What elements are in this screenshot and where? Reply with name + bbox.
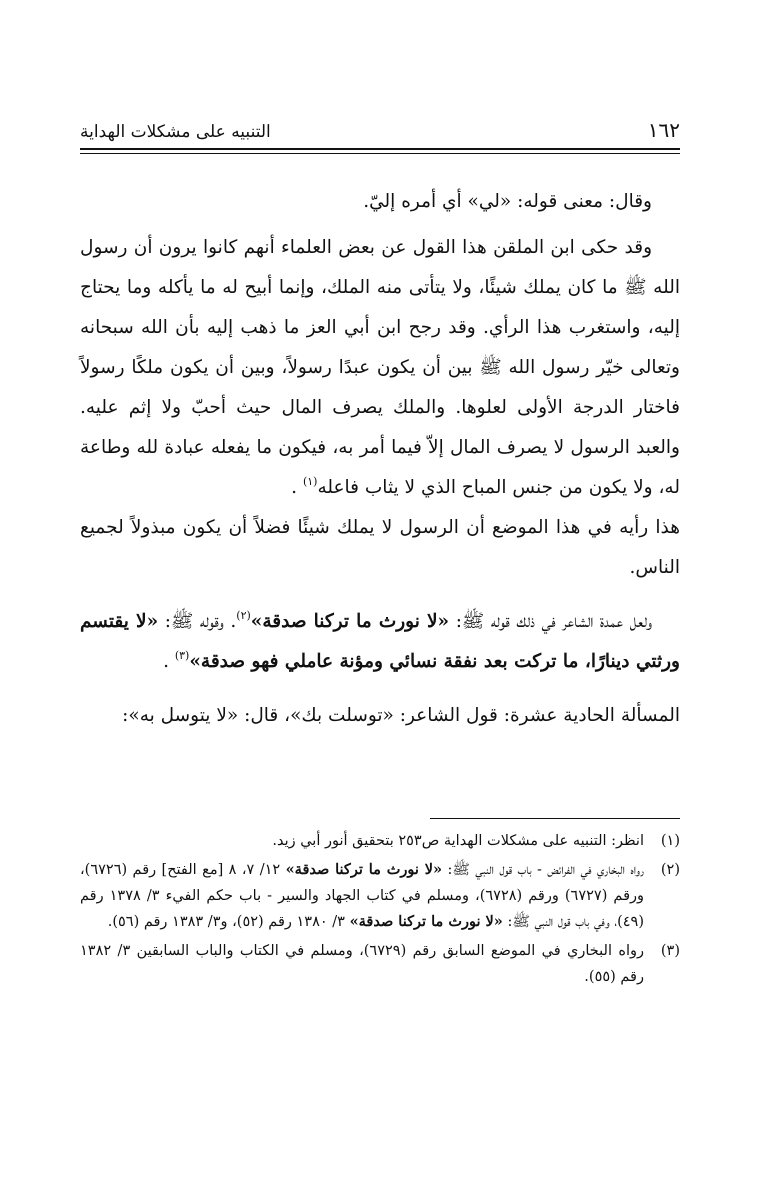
hadith-quote-2: «لا يقتسم ورثتي دينارًا، ما تركت بعد نفقة نسائي ومؤنة عاملي فهو صدقة» xyxy=(80,611,680,672)
paragraph-2-end: . xyxy=(291,477,303,498)
paragraph-1: وقال: معنى قوله: «لي» أي أمره إليّ. xyxy=(363,191,652,212)
paragraph-5: المسألة الحادية عشرة: قول الشاعر: «توسلت بك»، قال: «لا يتوسل به»: xyxy=(122,705,680,726)
header-rule-thin xyxy=(80,153,680,154)
footnote-ref-2: (٢) xyxy=(236,609,251,622)
footnote-text-part: رواه البخاري في الفرائض - باب قول النبي ﷺ: xyxy=(442,862,645,878)
footnote-text: انظر: التنبيه على مشكلات الهداية ص٢٥٣ بتحقيق أنور أبي زيد. xyxy=(272,833,644,849)
footnote-text-part: ١٢/ ٧، ٨ [مع الفتح] رقم (٦٧٢٦)، ورقم (٦٧٢٧) ورقم (٦٧٢٨)، ومسلم في كتاب الجهاد والسير - باب حكم الفيء ٣/ ١٣٧٨ رقم (٤٩)، وفي باب قول النبي ﷺ: xyxy=(80,862,644,930)
footnotes xyxy=(80,828,680,993)
footnote-3 xyxy=(80,938,680,990)
footnote-number: (٢) xyxy=(660,862,680,878)
paragraph-4-lead: ولعل عمدة الشاعر في ذلك قوله ﷺ: xyxy=(449,611,653,632)
paragraph-4-mid: . وقوله ﷺ: xyxy=(158,611,237,632)
footnote-number: (١) xyxy=(660,833,680,849)
footnote-quote: «لا نورث ما تركنا صدقة» xyxy=(349,913,503,930)
footnote-separator xyxy=(430,818,680,819)
paragraph-2 xyxy=(80,228,680,508)
paragraph-4-end: . xyxy=(163,651,175,672)
footnote-2 xyxy=(80,857,680,935)
footnote-quote: «لا نورث ما تركنا صدقة» xyxy=(285,861,443,878)
page-number: ١٦٢ xyxy=(647,118,680,142)
footnote-text-part: ٣/ ١٣٨٠ رقم (٥٢)، و٣/ ١٣٨٣ رقم (٥٦). xyxy=(107,914,350,930)
paragraph-2-text: وقد حكى ابن الملقن هذا القول عن بعض العلماء أنهم كانوا يرون أن رسول الله ﷺ ما كان يملك شيئًا، ولا يتأتى منه الملك، وإنما أبيح له ما يأكله وما يحتاج إليه، واستغرب هذا الرأي. وقد رجح ابن أبي العز ما ذهب إليه بأن الله سبحانه وتعالى خيّر رسول الله ﷺ بين أن يكون عبدًا رسولاً، وبين أن يكون ملكًا رسولاً فاختار الدرجة الأولى لعلوها. والملك يصرف المال حيث أحبّ ولا إثم عليه. والعبد الرسول لا يصرف المال إلاّ فيما أمر به، فيكون ما يفعله عبادة لله وطاعة له، ولا يكون من جنس المباح الذي لا يثاب فاعله xyxy=(80,237,680,498)
footnote-ref-1: (١) xyxy=(302,475,318,488)
footnote-number: (٣) xyxy=(660,943,680,959)
paragraph-3: هذا رأيه في هذا الموضع أن الرسول لا يملك شيئًا فضلاً أن يكون مبذولاً لجميع الناس. xyxy=(80,517,680,578)
running-title: التنبيه على مشكلات الهداية xyxy=(80,122,271,142)
paragraph-4 xyxy=(80,602,680,682)
footnote-text: رواه البخاري في الموضع السابق رقم (٦٧٢٩)، ومسلم في الكتاب والباب السابقين ٣/ ١٣٨٢ رقم (٥٥). xyxy=(80,943,644,985)
hadith-quote-1: «لا نورث ما تركنا صدقة» xyxy=(250,611,450,632)
footnote-ref-3: (٣) xyxy=(174,649,190,662)
footnote-text xyxy=(80,857,644,935)
footnote-1 xyxy=(80,828,680,854)
page-header xyxy=(80,118,680,142)
header-rule-thick xyxy=(80,148,680,150)
main-text xyxy=(80,182,680,736)
